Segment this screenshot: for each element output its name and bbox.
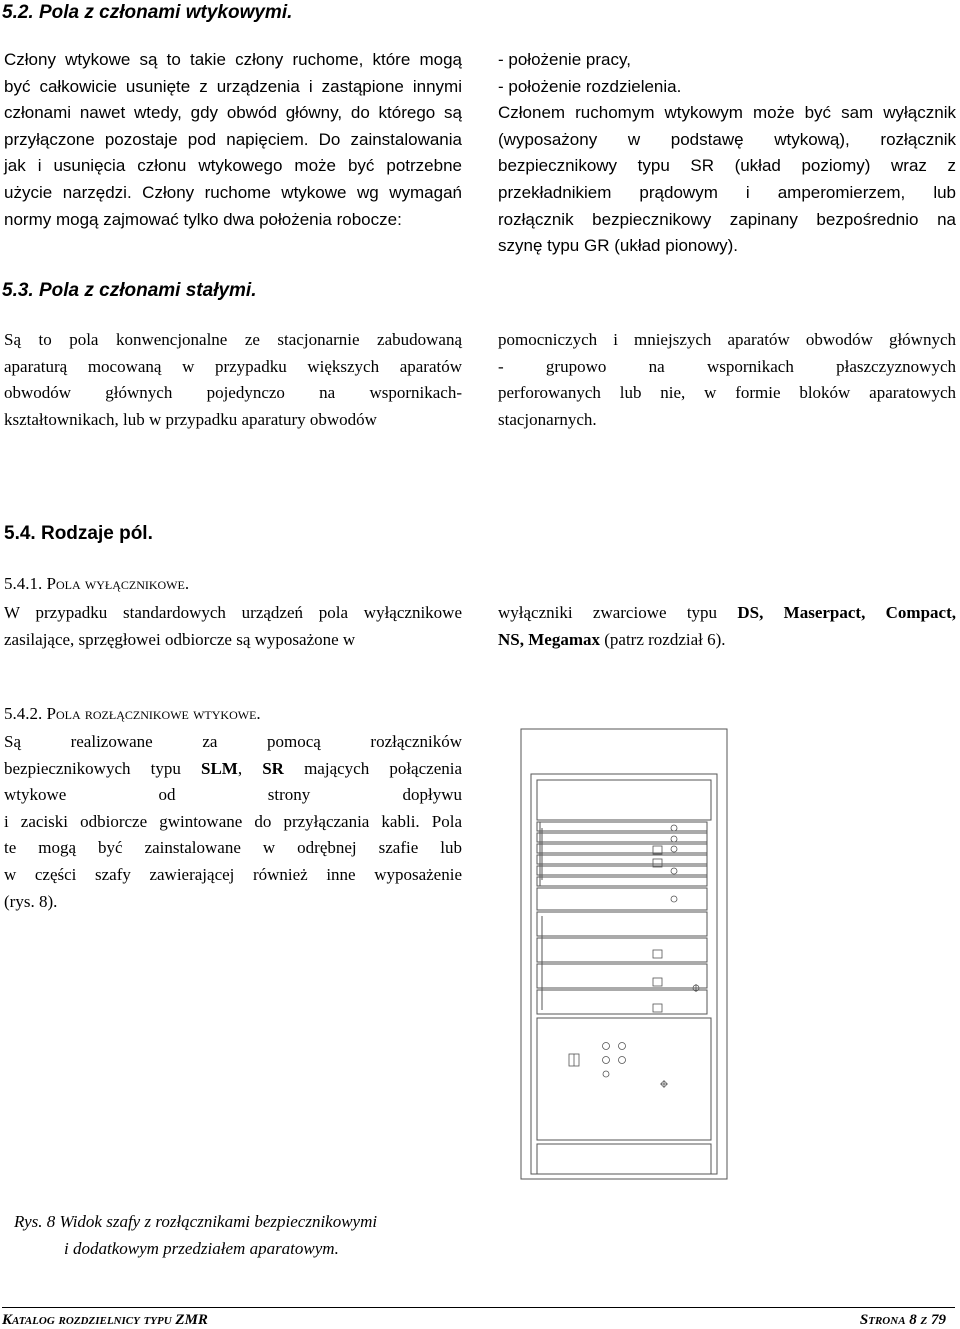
fuse-switch-units	[537, 822, 707, 886]
text-line: - grupowo na wspornikach płaszczyznowych	[498, 356, 956, 376]
subsection-title: Pola rozłącznikowe wtykowe.	[46, 704, 261, 723]
text-line: Są to pola konwencjonalne ze stacjonarnie zabudowaną	[4, 330, 462, 349]
text-line: użycie narzędzi. Człony ruchome wtykowe wg wymagań	[4, 182, 462, 202]
handle-icon	[653, 1004, 662, 1012]
indicator-icon	[671, 825, 677, 831]
text-line: obwodów głównych pojedynczo na wspornikach-	[4, 383, 462, 403]
text-line: bezpiecznikowy typu SR (układ poziomy) wraz z	[498, 156, 956, 176]
text-line: perforowanych lub nie, w formie bloków aparatowych	[498, 383, 956, 403]
lamp-icon	[619, 1043, 626, 1050]
text-line: te mogą być zainstalowane w odrębnej szafie lub	[4, 838, 462, 858]
text-line: Człony wtykowe są to takie człony ruchome, które mogą	[4, 50, 462, 69]
text-line: aparaturą mocowaną w przypadku większych aparatów	[4, 356, 462, 376]
text-line: - położenie pracy,	[498, 50, 631, 69]
text-line: w części szafy zawierającej również inne wyposażenie	[4, 864, 462, 884]
apparatus-compartment	[537, 1018, 711, 1140]
text-line: Członem ruchomym wtykowym może być sam wyłącznik	[498, 103, 956, 123]
text-line: szynę typu GR (układ pionowy).	[498, 236, 738, 256]
lamp-icon	[619, 1057, 626, 1064]
text-line: (wyposażony w podstawę wtykową), rozłącznik	[498, 129, 956, 149]
figure-caption-line: Rys. 8 Widok szafy z rozłącznikami bezpiecznikowymi	[14, 1212, 378, 1231]
fuse-switch-unit-large	[537, 990, 707, 1014]
text-line: - położenie rozdzielenia.	[498, 76, 682, 96]
text-line: zasilające, sprzęgłowei odbiorcze są wyposażone w	[4, 629, 356, 649]
text-line: jak i usunięcia członu wtykowego może być potrzebne	[4, 156, 462, 176]
text-line: być całkowicie usunięte z urządzenia i zastąpione innymi	[4, 76, 462, 96]
text-line: rozłącznik bezpiecznikowy zapinany bezpośrednio na	[498, 209, 956, 229]
footer-page-number: Strona 8 z 79	[859, 1312, 946, 1328]
text-line: pomocniczych i mniejszych aparatów obwodów głównych	[498, 330, 956, 349]
handle-icon	[653, 978, 662, 986]
figure-caption	[14, 1208, 377, 1262]
fuse-switch-unit-large	[537, 912, 707, 936]
footer-left: Katalog rozdzielnicy typu ZMR	[2, 1312, 208, 1328]
lamp-icon	[603, 1071, 609, 1077]
blank-panel	[537, 888, 707, 910]
text-line: wtykowe od strony dopływu	[4, 785, 462, 805]
subsection-5-4-1-heading	[4, 574, 189, 594]
handle-icon	[653, 950, 662, 958]
section-5-3-right-text	[498, 327, 956, 433]
footer-rule	[2, 1307, 955, 1308]
text-line: normy mogą zajmować tylko dwa położenia robocze:	[4, 209, 402, 229]
section-5-4-heading: 5.4. Rodzaje pól.	[4, 523, 153, 544]
product-names: DS, Maserpact, Compact,	[737, 603, 956, 622]
subsection-title: Pola wyłącznikowe.	[46, 574, 190, 593]
indicator-icon	[671, 896, 677, 902]
indicator-icon	[671, 868, 677, 874]
indicator-icon	[671, 836, 677, 842]
cabinet-top-panel	[537, 780, 711, 820]
text-line: W przypadku standardowych urządzeń pola wyłącznikowe	[4, 603, 462, 622]
text-line: członami nawet wtedy, gdy obwód główny, do którego są	[4, 103, 462, 123]
section-5-2-right-text	[498, 47, 956, 260]
text-line: kształtownikach, lub w przypadku aparatury obwodów	[4, 409, 377, 429]
subsection-number: 5.4.2.	[4, 704, 47, 723]
text-line: stacjonarnych.	[498, 409, 597, 429]
subsection-5-4-1-right-text	[498, 600, 956, 653]
text-line: Są realizowane za pomocą rozłączników	[4, 732, 462, 751]
text-line: bezpiecznikowych typu SLM, SR mających połączenia	[4, 758, 463, 778]
subsection-5-4-2-text	[4, 729, 462, 915]
text-run: (patrz rozdział 6).	[599, 629, 726, 649]
lamp-icon	[603, 1057, 610, 1064]
text-line: przekładnikiem prądowym i amperomierzem, lub	[498, 182, 956, 202]
text-line: (rys. 8).	[4, 891, 58, 911]
section-5-2-left-text	[4, 47, 462, 233]
text-line: i zaciski odbiorcze gwintowane do przyłączania kabli. Pola	[4, 811, 462, 831]
subsection-5-4-1-left-text	[4, 600, 462, 653]
lamp-icon	[603, 1043, 610, 1050]
cabinet-drawing	[520, 728, 728, 1180]
figure-caption-line: i dodatkowym przedziałem aparatowym.	[64, 1239, 339, 1258]
cabinet-inner-frame	[531, 774, 717, 1174]
fuse-switch-unit-large	[537, 938, 707, 962]
subsection-number: 5.4.1.	[4, 574, 47, 593]
text-run: wyłączniki zwarciowe typu	[498, 603, 738, 622]
text-line: przyłączone pozostaje pod napięciem. Do zainstalowania	[4, 129, 462, 149]
subsection-5-4-2-heading	[4, 704, 261, 724]
indicator-icon	[671, 846, 677, 852]
fuse-switch-unit-large	[537, 964, 707, 988]
section-5-3-left-text	[4, 327, 462, 433]
cabinet-outer-frame	[521, 729, 727, 1179]
section-5-2-heading: 5.2. Pola z członami wtykowymi.	[2, 2, 293, 23]
product-names: NS, Megamax	[498, 629, 600, 649]
section-5-3-heading: 5.3. Pola z członami stałymi.	[2, 280, 257, 301]
cabinet-bottom-panel	[537, 1144, 711, 1174]
